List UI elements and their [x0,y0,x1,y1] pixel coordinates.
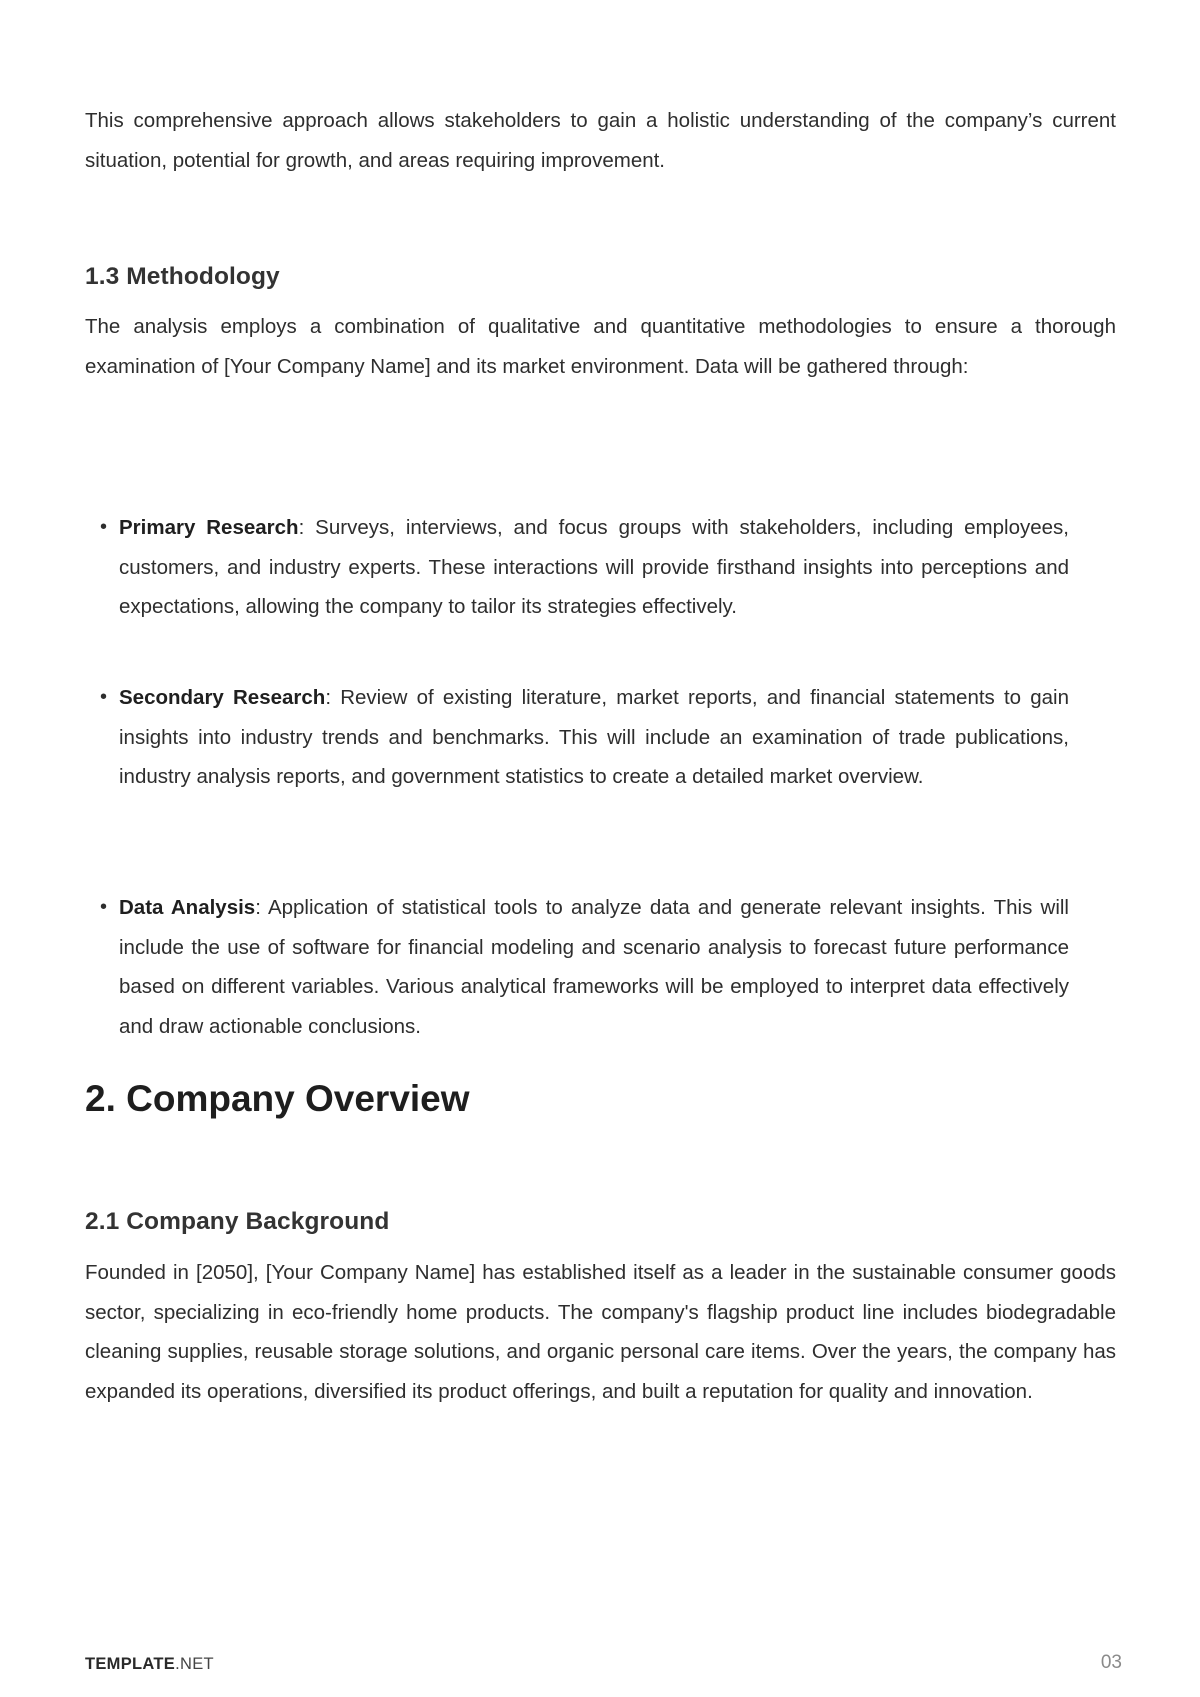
bullet-text: : Application of statistical tools to analyze data and generate relevant insights. This will include the use of software for financial modeling and scenario analysis to forecast future performance based on different variables. Various analytical frameworks will be employed to interpret data effectively and draw actionable conclusions. [119,896,1069,1038]
footer-brand-logo [85,1655,214,1674]
brand-name: TEMPLATE [85,1655,176,1673]
bullet-title: Secondary Research [119,686,326,709]
document-page [85,0,1116,1697]
bullet-dot-icon: • [100,516,108,538]
methodology-paragraph: The analysis employs a combination of qualitative and quantitative methodologies to ensure a thorough examination of [Your Company Name] and its market environment. Data will be gathered through: [85,315,1116,378]
page-number: 03 [1100,1652,1122,1673]
bullet-dot-icon: • [100,896,108,918]
bullet-title: Data Analysis [119,896,256,919]
company-overview-heading: 2. Company Overview [85,1078,470,1119]
brand-domain: .NET [175,1655,214,1673]
bullet-title: Primary Research [119,516,299,539]
intro-paragraph: This comprehensive approach allows stakeholders to gain a holistic understanding of the company’s current situation, potential for growth, and areas requiring improvement. [85,109,1116,172]
company-background-paragraph: Founded in [2050], [Your Company Name] has established itself as a leader in the sustainable consumer goods sector, specializing in eco-friendly home products. The company's flagship product line includes biodegradable cleaning supplies, reusable storage solutions, and organic personal care items. Over the years, the company has expanded its operations, diversified its product offerings, and built a reputation for quality and innovation. [85,1261,1116,1403]
bullet-text: : Surveys, interviews, and focus groups with stakeholders, including employees, customers, and industry experts. These interactions will provide firsthand insights into perceptions and expectations, allowing the company to tailor its strategies effectively. [119,516,1069,618]
methodology-heading: 1.3 Methodology [85,263,280,290]
list-item [100,888,1069,1046]
list-item [100,508,1069,627]
bullet-text: : Review of existing literature, market reports, and financial statements to gain insights into industry trends and benchmarks. This will include an examination of trade publications, industry analysis reports, and government statistics to create a detailed market overview. [119,686,1070,788]
bullet-dot-icon: • [100,686,108,708]
company-background-heading: 2.1 Company Background [85,1208,390,1235]
list-item [100,678,1070,797]
